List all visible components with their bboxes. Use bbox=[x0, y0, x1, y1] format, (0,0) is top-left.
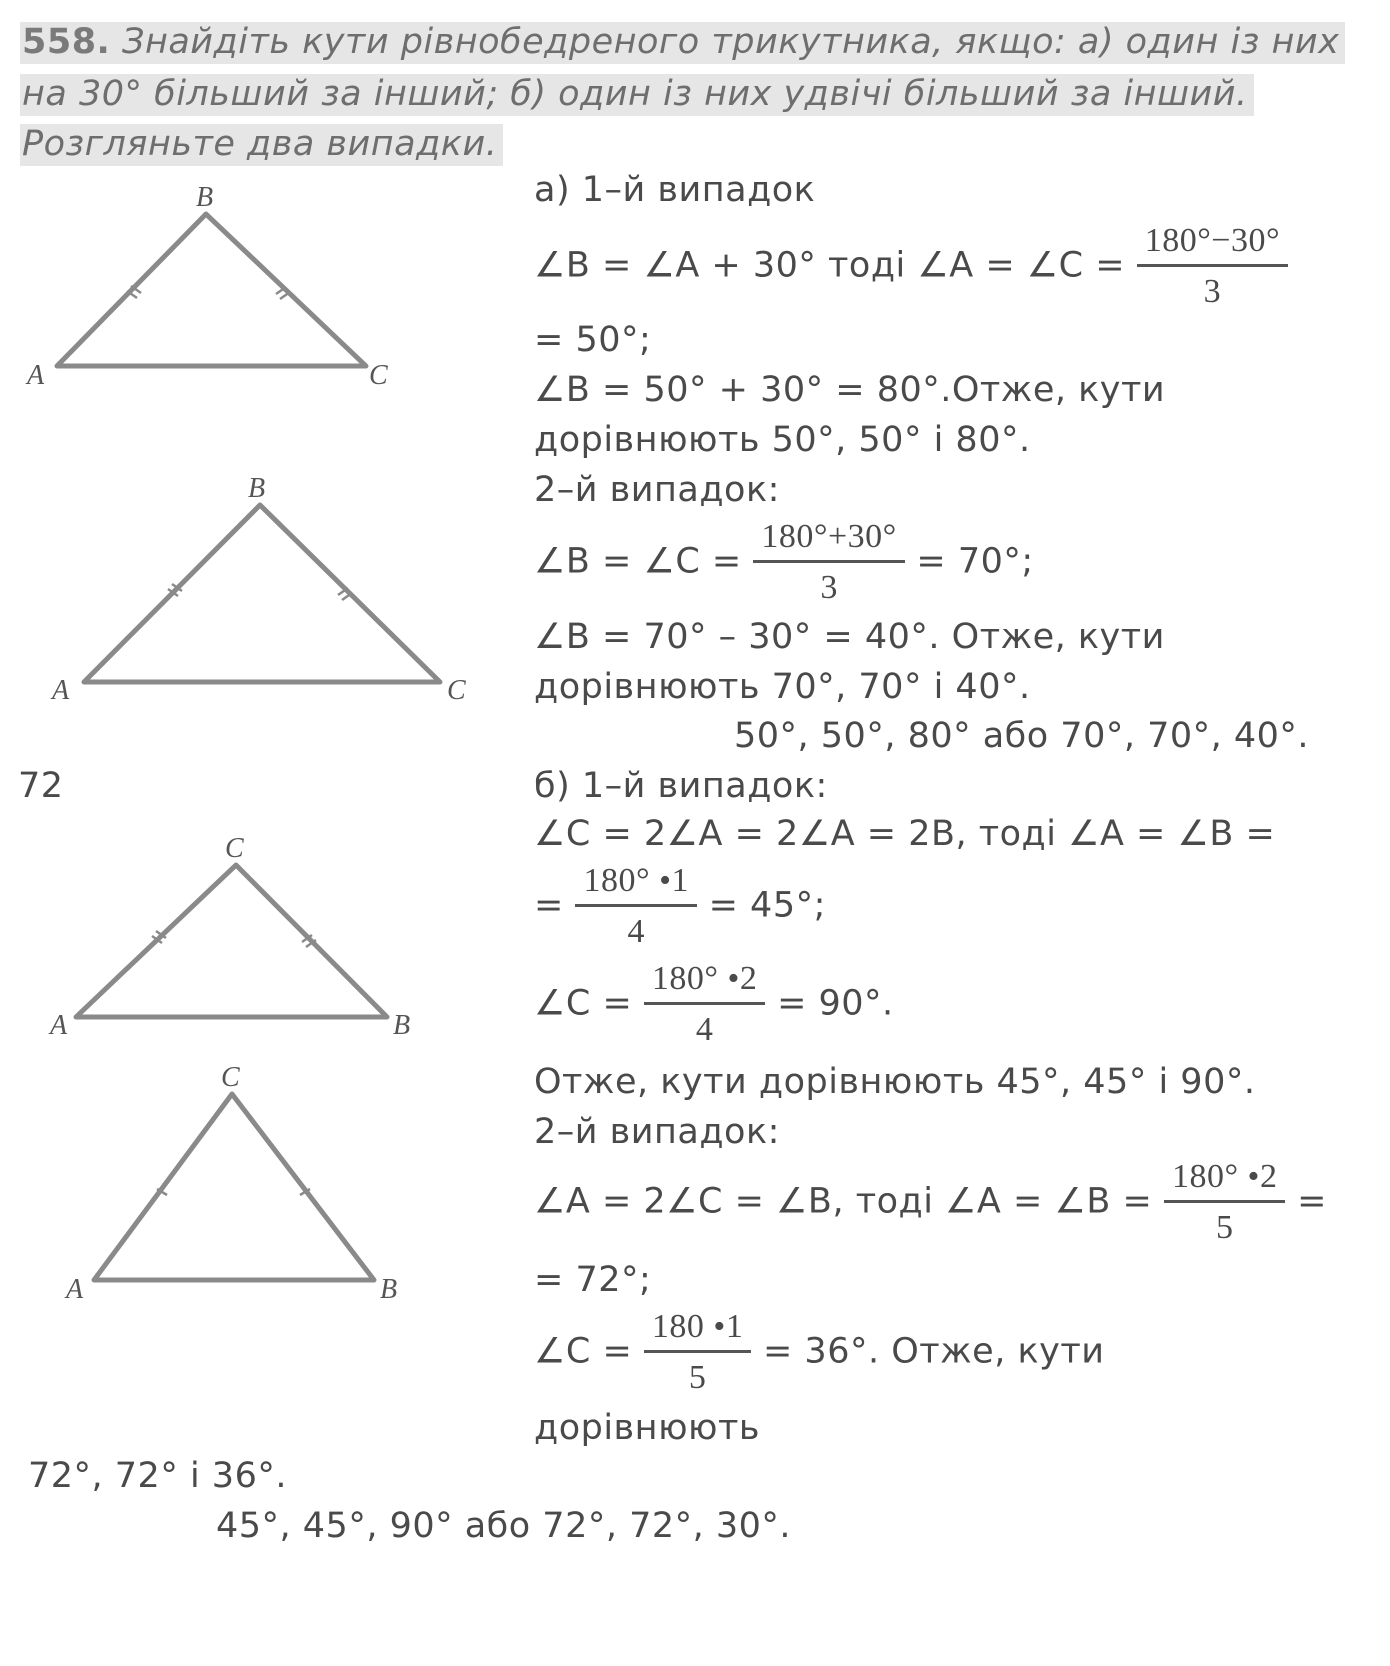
fraction bbox=[644, 960, 766, 1049]
fraction-denominator: 5 bbox=[1215, 1209, 1234, 1246]
fraction-numerator: 180° •2 bbox=[1171, 1158, 1278, 1195]
fraction-denominator: 4 bbox=[695, 1011, 714, 1048]
b-c2-l1-eq: = bbox=[1297, 1181, 1327, 1222]
figure-2-vertex-top: B bbox=[248, 473, 266, 504]
a-c1-l1-text: ∠B = ∠A + 30° тоді ∠A = ∠C = bbox=[534, 245, 1126, 286]
figure-2-vertex-right: C bbox=[447, 675, 466, 706]
b-c2-l3-result: = 36°. Отже, кути bbox=[762, 1331, 1105, 1372]
b-answer: 45°, 45°, 90° або 72°, 72°, 30°. bbox=[216, 1506, 792, 1546]
task-line-3: Розгляньте два випадки. bbox=[20, 124, 503, 166]
side-note: 72 bbox=[18, 766, 64, 806]
triangle-2-shape bbox=[84, 505, 440, 682]
fraction-numerator: 180 •1 bbox=[651, 1308, 744, 1345]
b-c1-l3-result: = 90°. bbox=[777, 983, 894, 1024]
fraction bbox=[644, 1308, 751, 1397]
a-case2-line1 bbox=[534, 518, 1034, 607]
fraction-denominator: 3 bbox=[820, 569, 838, 606]
fraction bbox=[753, 518, 904, 607]
b-case2-line4: дорівнюють bbox=[534, 1408, 761, 1448]
figure-4-vertex-left: A bbox=[66, 1274, 84, 1305]
a-case2-title: 2–й випадок: bbox=[534, 470, 780, 510]
b-c1-l2-eq: = bbox=[534, 885, 564, 926]
triangle-3-shape bbox=[76, 865, 387, 1017]
a-case1-line4: дорівнюють 50°, 50° і 80°. bbox=[534, 420, 1031, 460]
fraction-numerator: 180°+30° bbox=[761, 518, 897, 555]
figure-3-vertex-right: B bbox=[393, 1010, 411, 1041]
a-case1-title: а) 1–й випадок bbox=[534, 170, 816, 210]
figure-3-vertex-top: C bbox=[225, 833, 244, 864]
figure-2-vertex-left: A bbox=[52, 675, 70, 706]
fraction bbox=[575, 862, 697, 951]
task-line-2: на 30° більший за інший; б) один із них удвічі більший за інший. bbox=[20, 74, 1254, 116]
task-number: 558. bbox=[22, 22, 111, 62]
task-line-1 bbox=[20, 22, 1345, 64]
b-case2-line3 bbox=[534, 1308, 1104, 1397]
figure-1-vertex-left: A bbox=[27, 360, 45, 391]
a-c2-l1-text: ∠B = ∠C = bbox=[534, 541, 742, 582]
fraction-numerator: 180° •1 bbox=[583, 862, 689, 899]
figure-1-vertex-right: C bbox=[369, 360, 388, 391]
fraction bbox=[1137, 222, 1288, 311]
fraction-denominator: 5 bbox=[688, 1359, 707, 1396]
fraction-denominator: 4 bbox=[627, 913, 645, 950]
b-case2-line5: 72°, 72° і 36°. bbox=[28, 1456, 287, 1496]
b-c2-l3-text: ∠C = bbox=[534, 1331, 633, 1372]
b-case2-title: 2–й випадок: bbox=[534, 1112, 780, 1152]
b-c1-l2-result: = 45°; bbox=[708, 885, 826, 926]
figure-4-vertex-right: B bbox=[380, 1274, 398, 1305]
fraction bbox=[1164, 1158, 1286, 1247]
fraction-denominator: 3 bbox=[1203, 273, 1222, 310]
a-case1-line3: ∠B = 50° + 30° = 80°.Отже, кути bbox=[534, 370, 1166, 410]
triangle-1-shape bbox=[57, 214, 366, 366]
b-case1-line4: Отже, кути дорівнюють 45°, 45° і 90°. bbox=[534, 1062, 1256, 1102]
figure-1-vertex-top: B bbox=[196, 182, 214, 213]
fraction-numerator: 180°−30° bbox=[1144, 222, 1281, 259]
a-case1-line2: = 50°; bbox=[534, 320, 652, 360]
b-case2-line1 bbox=[534, 1158, 1327, 1247]
triangle-4-shape bbox=[94, 1094, 374, 1280]
fraction-numerator: 180° •2 bbox=[651, 960, 758, 997]
b-c2-l1-text: ∠A = 2∠C = ∠B, тоді ∠A = ∠B = bbox=[534, 1181, 1153, 1222]
b-case1-line2 bbox=[534, 862, 826, 951]
b-case1-title: б) 1–й випадок: bbox=[534, 766, 828, 806]
a-c2-l1-result: = 70°; bbox=[916, 541, 1034, 582]
a-case2-line3: дорівнюють 70°, 70° і 40°. bbox=[534, 667, 1031, 707]
a-case1-line1 bbox=[534, 222, 1288, 311]
a-case2-line2: ∠B = 70° – 30° = 40°. Отже, кути bbox=[534, 617, 1165, 657]
task-text-1: Знайдіть кути рівнобедреного трикутника, якщо: а) один із них bbox=[122, 22, 1340, 62]
b-c1-l3-text: ∠C = bbox=[534, 983, 633, 1024]
b-case2-line2: = 72°; bbox=[534, 1260, 652, 1300]
figure-3-vertex-left: A bbox=[50, 1010, 68, 1041]
b-case1-line3 bbox=[534, 960, 894, 1049]
b-case1-line1: ∠C = 2∠A = 2∠A = 2B, тоді ∠A = ∠B = bbox=[534, 814, 1276, 854]
figure-4-vertex-top: C bbox=[221, 1062, 240, 1093]
a-answer: 50°, 50°, 80° або 70°, 70°, 40°. bbox=[734, 716, 1310, 756]
